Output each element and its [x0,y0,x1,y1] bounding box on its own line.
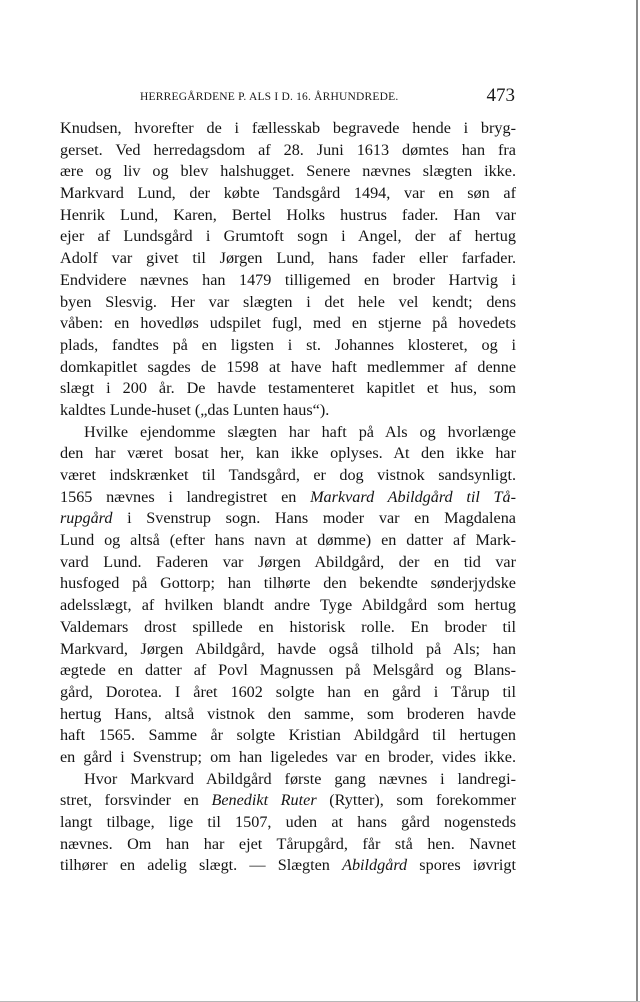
text-line [60,617,516,639]
text-line [60,812,516,834]
text-line [60,769,516,791]
text-line [60,183,516,205]
text-segment: stret, forsvinder en [60,791,212,810]
italic-name: Markvard Abildgård til Tå- [310,487,516,506]
text-line [60,487,516,509]
text-line [60,400,516,422]
text-line [60,552,516,574]
text-line [60,270,516,292]
text-line [60,140,516,162]
text-segment: gerset. Ved herredagsdom af 28. Juni 1613 dømtes han fra [60,140,516,159]
text-segment: haft 1565. Samme år solgte Kristian Abildgård til hertugen [60,726,516,745]
text-line [60,378,516,400]
text-line [60,226,516,248]
body-text [60,118,516,877]
text-segment: ære og liv og blev halshugget. Senere nævnes slægten ikke. [60,162,516,181]
text-segment: Markvard, Jørgen Abildgård, havde også tilhold på Als; han [60,639,516,658]
text-segment: en gård i Svenstrup; om han ligeledes var en broder, vides ikke. [60,747,516,766]
text-line [60,834,516,856]
text-segment: byen Slesvig. Her var slægten i det hele vel kendt; dens [60,292,516,311]
text-segment: Markvard Lund, der købte Tandsgård 1494, var en søn af [60,184,516,203]
text-segment: Henrik Lund, Karen, Bertel Holks hustrus fader. Han var [60,205,516,224]
text-line [60,790,516,812]
text-segment: (Rytter), som forekommer [316,791,516,810]
text-line [60,292,516,314]
text-segment: Endvidere nævnes han 1479 tilligemed en broder Hartvig i [60,270,516,289]
text-segment: plads, fandtes på en ligsten i st. Johannes klosteret, og i [60,335,516,354]
text-segment: Adolf var givet til Jørgen Lund, hans fader eller farfader. [60,249,516,268]
text-line [60,855,516,877]
text-segment: langt tilbage, lige til 1507, uden at hans gård nogensteds [60,813,516,831]
text-line [60,422,516,444]
text-line [60,248,516,270]
page-header [60,85,518,109]
text-line [60,443,516,465]
text-line [60,660,516,682]
text-segment: slægt i 200 år. De havde testamenteret kapitlet et hus, som [60,379,516,398]
text-line [60,573,516,595]
text-segment: ejer af Lundsgård i Grumtoft sogn i Angel, der af hertug [60,227,516,246]
text-line [60,704,516,726]
page-number: 473 [486,85,515,106]
text-segment: spores iøvrigt [407,856,517,875]
text-segment: Hvilke ejendomme slægten har haft på Als og hvorlænge [84,422,516,441]
text-segment: 1565 nævnes i landregistret en [60,487,311,506]
text-line [60,725,516,747]
text-line [60,639,516,661]
italic-name: Abildgård [342,856,408,875]
text-segment: domkapitlet sagdes de 1598 at have haft medlemmer af denne [60,357,516,376]
text-segment: været indskrænket til Tandsgård, er dog vistnok sandsynligt. [60,466,516,484]
text-line [60,595,516,617]
text-segment: Knudsen, hvorefter de i fællesskab begravede hende i bryg- [60,119,516,137]
text-segment: Lund og altså (efter hans navn at dømme) en datter af Mark- [60,531,516,550]
text-segment: Hvor Markvard Abildgård første gang nævnes i landregi- [84,769,516,788]
text-line [60,747,516,769]
text-segment: i Svenstrup sogn. Hans moder var en Magdalena [112,509,516,528]
text-line [60,530,516,552]
text-segment: kaldtes Lunde-huset („das Lunten haus“). [60,400,330,419]
text-line [60,161,516,183]
running-title: HERREGÅRDENE P. ALS I D. 16. ÅRHUNDREDE. [140,91,399,103]
text-line [60,508,516,530]
text-line [60,682,516,704]
text-segment: tilhører en adelig slægt. — Slægten [60,856,343,875]
text-segment: adelsslægt, af hvilken blandt andre Tyge Abildgård som hertug [60,596,516,615]
text-line [60,357,516,379]
text-line [60,118,516,140]
text-segment: hertug Hans, altså vistnok den samme, som broderen havde [60,704,516,723]
text-segment: Valdemars drost spillede en historisk rolle. En broder til [60,617,516,636]
text-line [60,205,516,227]
page-edge-shadow [636,0,638,1002]
text-line [60,465,516,487]
text-line [60,313,516,335]
italic-name: Benedikt Ruter [211,791,317,810]
text-segment: nævnes. Om han har ejet Tårupgård, får stå hen. Navnet [60,834,516,853]
text-segment: ægtede en datter af Povl Magnussen på Melsgård og Blans- [60,661,516,680]
text-segment: gård, Dorotea. I året 1602 solgte han en gård i Tårup til [60,682,516,701]
text-segment: husfoged på Gottorp; han tilhørte den bekendte sønderjydske [60,574,516,593]
text-line [60,335,516,357]
text-segment: vard Lund. Faderen var Jørgen Abildgård, der en tid var [60,552,516,571]
italic-name: rupgård [60,509,113,528]
text-segment: våben: en hovedløs udspilet fugl, med en stjerne på hovedets [60,314,516,333]
text-segment: den har været bosat her, kan ikke oplyses. At den ikke har [60,444,516,463]
